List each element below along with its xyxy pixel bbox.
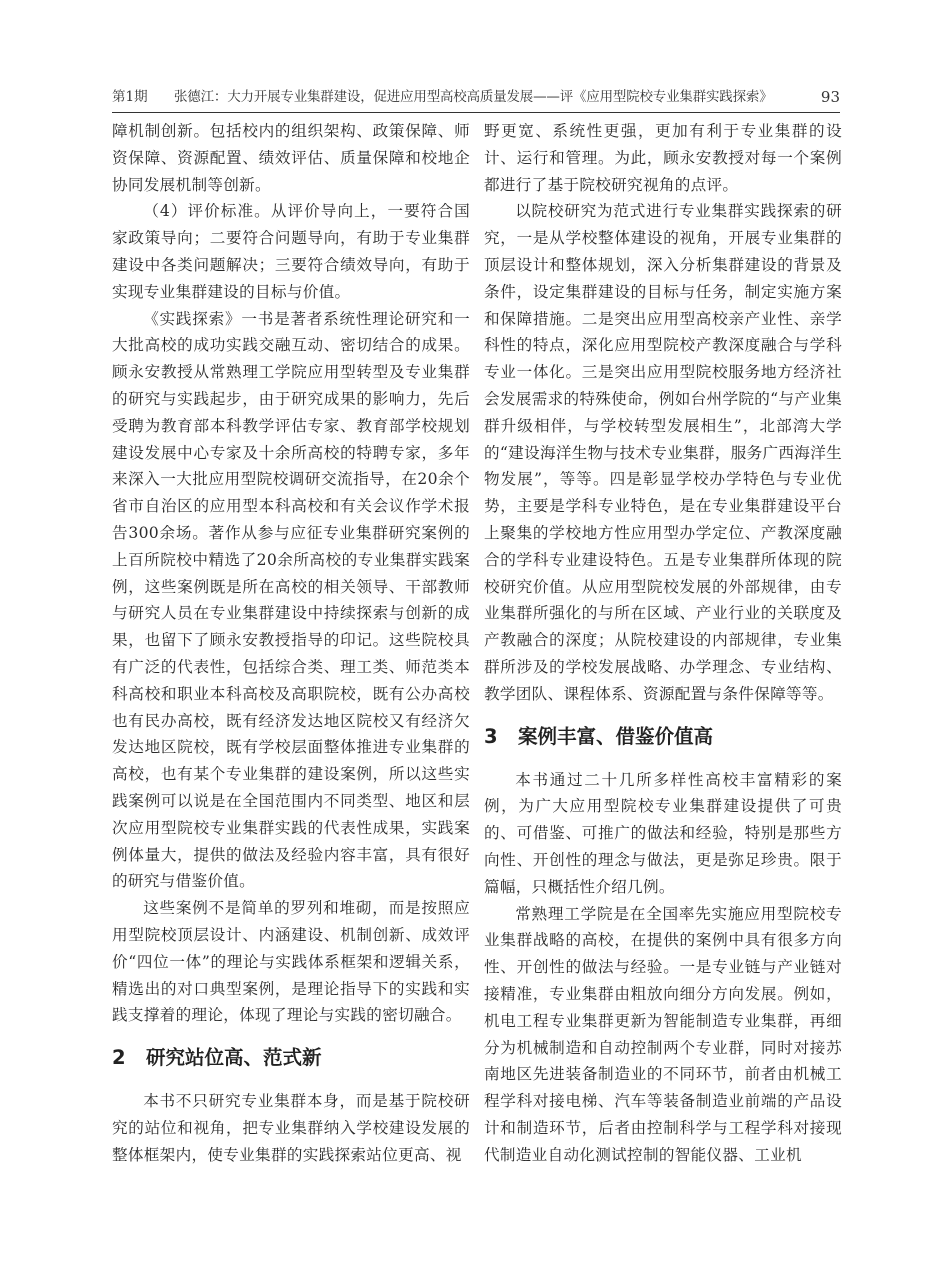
right-column — [484, 118, 842, 1168]
paragraph: 《实践探索》一书是著者系统性理论研究和一大批高校的成功实践交融互动、密切结合的成果。顾永安教授从常熟理工学院应用型转型及专业集群的研究与实践起步，由于研究成果的影响力，先后受聘为教育部本科教学评估专家、教育部学校规划建设发展中心专家及十余所高校的特聘专家，多年来深入一大批应用型院校调研交流指导，在20余个省市自治区的应用型本科高校和有关会议作学术报告300余场。著作从参与应征专业集群研究案例的上百所院校中精选了20余所高校的专业集群实践案例，这些案例既是所在高校的相关领导、干部教师与研究人员在专业集群建设中持续探索与创新的成果，也留下了顾永安教授指导的印记。这些院校具有广泛的代表性，包括综合类、理工类、师范类本科高校和职业本科高校及高职院校，既有公办高校也有民办高校，既有经济发达地区院校又有经济欠发达地区院校，既有学校层面整体推进专业集群的高校，也有某个专业集群的建设案例，所以这些实践案例可以说是在全国范围内不同类型、地区和层次应用型院校专业集群实践的代表性成果，实践案例体量大，提供的做法及经验内容丰富，具有很好的研究与借鉴价值。 — [112, 309, 470, 891]
issue-label: 第1期 — [112, 89, 148, 105]
left-column — [112, 118, 470, 1168]
paragraph: （4）评价标准。从评价导向上，一要符合国家政策导向；二要符合问题导向，有助于专业集群建设中各类问题解决；三要符合绩效导向，有助于实现专业集群建设的目标与价值。 — [112, 202, 470, 301]
running-header — [112, 84, 840, 113]
section-number: 2 — [112, 1046, 126, 1070]
section-title: 案例丰富、借鉴价值高 — [518, 724, 714, 748]
paragraph: 本书不只研究专业集群本身，而是基于院校研究的站位和视角，把专业集群纳入学校建设发展的整体框架内，使专业集群的实践探索站位更高、视 — [112, 1092, 470, 1164]
running-title: 张德江：大力开展专业集群建设，促进应用型高校高质量发展——评《应用型院校专业集群实践探索》 — [174, 89, 773, 105]
section-heading — [112, 1043, 470, 1073]
paragraph: 障机制创新。包括校内的组织架构、政策保障、师资保障、资源配置、绩效评估、质量保障和校地企协同发展机制等创新。 — [112, 122, 470, 194]
paragraph: 本书通过二十几所多样性高校丰富精彩的案例，为广大应用型院校专业集群建设提供了可贵的、可借鉴、可推广的做法和经验，特别是那些方向性、开创性的理念与做法，更是弥足珍贵。限于篇幅，只概括性介绍几例。 — [484, 770, 842, 896]
section-title: 研究站位高、范式新 — [146, 1046, 322, 1070]
page-number: 93 — [820, 88, 840, 106]
paragraph: 以院校研究为范式进行专业集群实践探索的研究，一是从学校整体建设的视角，开展专业集群的顶层设计和整体规划，深入分析集群建设的背景及条件，设定集群建设的目标与任务，制定实施方案和保障措施。二是突出应用型高校亲产业性、亲学科性的特点，深化应用型院校产教深度融合与学科专业一体化。三是突出应用型院校服务地方经济社会发展需求的特殊使命，例如台州学院的“与产业集群升级相伴，与学校转型发展相生”，北部湾大学的“建设海洋生物与技术专业集群，服务广西海洋生物发展”，等等。四是彰显学校办学特色与专业优势，主要是学科专业特色，是在专业集群建设平台上聚集的学校地方性应用型办学定位、产教深度融合的学科专业建设特色。五是专业集群所体现的院校研究价值。从应用型院校发展的外部规律，由专业集群所强化的与所在区域、产业行业的关联度及产教融合的深度；从院校建设的内部规律，专业集群所涉及的学校发展战略、办学理念、专业结构、教学团队、课程体系、资源配置与条件保障等等。 — [484, 202, 842, 703]
paragraph: 常熟理工学院是在全国率先实施应用型院校专业集群战略的高校，在提供的案例中具有很多方向性、开创性的做法与经验。一是专业链与产业链对接精准，专业集群由粗放向细分方向发展。例如，机电工程专业集群更新为智能制造专业集群，再细分为机械制造和自动控制两个专业群，同时对接苏南地区先进装备制造业的不同环节，前者由机械工程学科对接电梯、汽车等装备制造业前端的产品设计和制造环节，后者由控制科学与工程学科对接现代制造业自动化测试控制的智能仪器、工业机 — [484, 904, 842, 1164]
section-heading — [484, 722, 842, 752]
paragraph: 野更宽、系统性更强，更加有利于专业集群的设计、运行和管理。为此，顾永安教授对每一个案例都进行了基于院校研究视角的点评。 — [484, 122, 842, 194]
section-number: 3 — [484, 724, 498, 748]
paragraph: 这些案例不是简单的罗列和堆砌，而是按照应用型院校顶层设计、内涵建设、机制创新、成效评价“四位一体”的理论与实践体系框架和逻辑关系，精选出的对口典型案例，是理论指导下的实践和实践支撑着的理论，体现了理论与实践的密切融合。 — [112, 899, 470, 1025]
